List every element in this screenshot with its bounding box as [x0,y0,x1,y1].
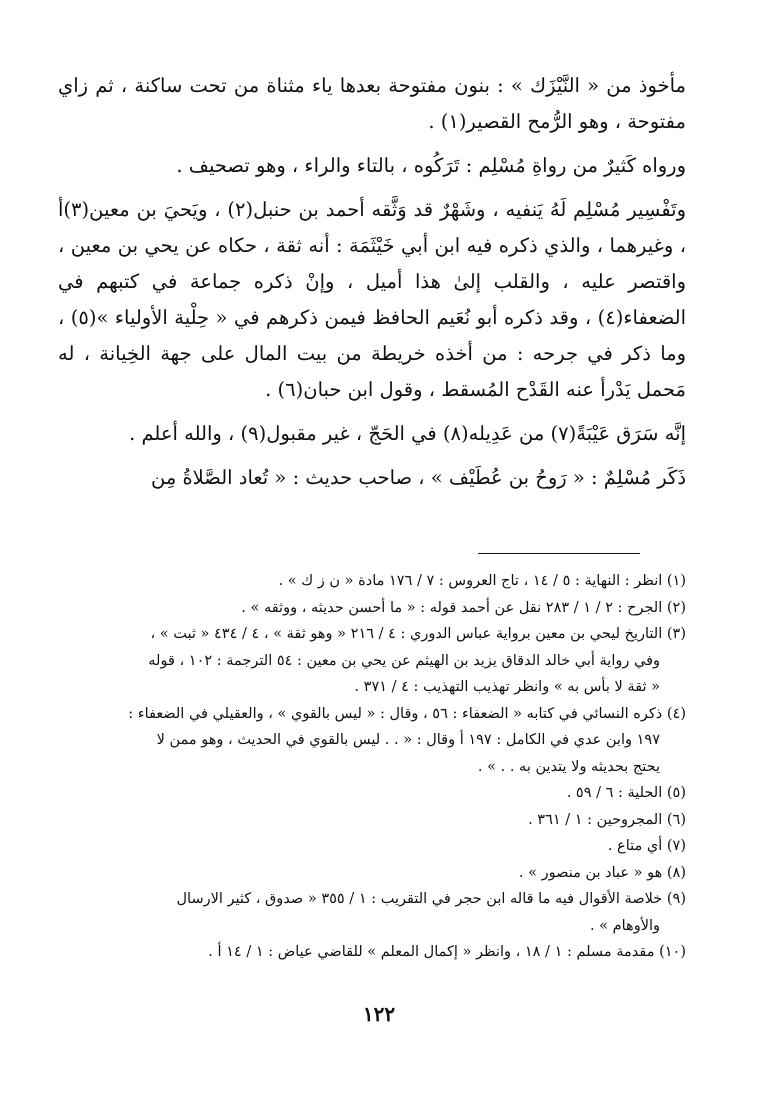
paragraph-1: مأخوذ من « النَّيْزَك » : بنون مفتوحة بعدها ياء مثناة من تحت ساكنة ، ثم زاي مفتوحة ، وهو الرُّمح القصير(١) . [58,74,686,133]
footnote-8: (٨) هو « عباد بن منصور » . [518,864,686,881]
footnote-4: (٤) ذكره النسائي في كتابه « الضعفاء : ٥٦ ، وقال : « ليس بالقوي » ، والعقيلي في الضعفاء : [128,705,686,722]
footnote-3: (٣) التاريخ ليحي بن معين برواية عباس الدوري : ٤ / ٢١٦ « وهو ثقة » ، ٤ / ٤٣٤ « ثبت » ، [150,626,686,642]
footnotes [58,568,686,966]
paragraph-4: إنَّه سَرَق عَيْبَةً(٧) من عَدِيله(٨) في الحَجّ ، غير مقبول(٩) ، والله أعلم . [129,422,686,445]
footnote-10: (١٠) مقدمة مسلم : ١ / ١٨ ، وانظر « إكمال المعلم » للقاضي عياض : ١ / ١٤ أ . [208,944,686,960]
paragraph-2: ورواه كَثيرٌ من رواةِ مُسْلِم : تَرَكُوه ، بالتاء والراء ، وهو تصحيف . [176,154,686,177]
main-text [58,68,686,496]
paragraph-3: وتَفْسِير مُسْلِم لَهُ يَنفيه ، وشَهْرٌ قد وَثَّقه أحمد بن حنبل(٢) ، ويَحيَ بن معين(٣)أ ، وغيرهما ، والذي ذكره فيه ابن أبي خَيْثَمَة : أنه ثقة ، حكاه عن يحي بن معين ، واقتصر عليه ، والقلب إلىٰ هذا أميل ، وإنْ ذكره جماعة في كتبهم في الضعفاء(٤) ، وقد ذكره أبو نُعَيم الحافظ فيمن ذكرهم في « حِلْية الأولياء »(٥) ، وما ذكر في جرحه : من أخذه خريطة من بيت المال على جهة الخِيانة ، له مَحمل يَدْرأ عنه القَدْح المُسقط ، وقول ابن حبان(٦) . [58,198,687,401]
footnote-4-line-3: يحتج بحديثه ولا يتدين به . . » . [477,758,660,775]
footnote-9: (٩) خلاصة الأقوال فيه ما قاله ابن حجر في التقريب : ١ / ٣٥٥ « صدوق ، كثير الارسال [176,891,686,907]
footnote-9-line-2: والأوهام » . [589,917,660,934]
footnote-divider [478,553,640,554]
paragraph-5: ذَكَر مُسْلِمٌ : « رَوحُ بن عُطَيْف » ، صاحب حديث : « تُعاد الصَّلاةُ مِن [150,466,686,489]
footnote-3-line-2: وفي رواية أبي خالد الدقاق يزيد بن الهيثم عن يحي بن معين : ٥٤ الترجمة : ١٠٢ ، قوله [148,652,660,669]
footnote-6: (٦) المجروحين : ١ / ٣٦١ . [528,811,686,828]
footnote-4-line-2: ١٩٧ وابن عدي في الكامل : ١٩٧ أ وقال : « . . ليس بالقوي في الحديث ، وهو ممن لا [156,732,660,748]
footnote-2: (٢) الجرح : ٢ / ١ / ٢٨٣ نقل عن أحمد قوله : « ما أحسن حديثه ، ووثقه » . [241,599,686,616]
footnote-7: (٧) أي متاع . [607,838,686,854]
footnote-1: (١) انظر : النهاية : ٥ / ١٤ ، تاج العروس : ٧ / ١٧٦ مادة « ن ز ك » . [278,573,686,589]
footnote-5: (٥) الحلية : ٦ / ٥٩ . [566,785,686,801]
footnote-3-line-3: « ثقة لا بأس به » وانظر تهذيب التهذيب : ٤ / ٣٧١ . [354,679,660,695]
page-number: ١٢٢ [362,1002,396,1026]
